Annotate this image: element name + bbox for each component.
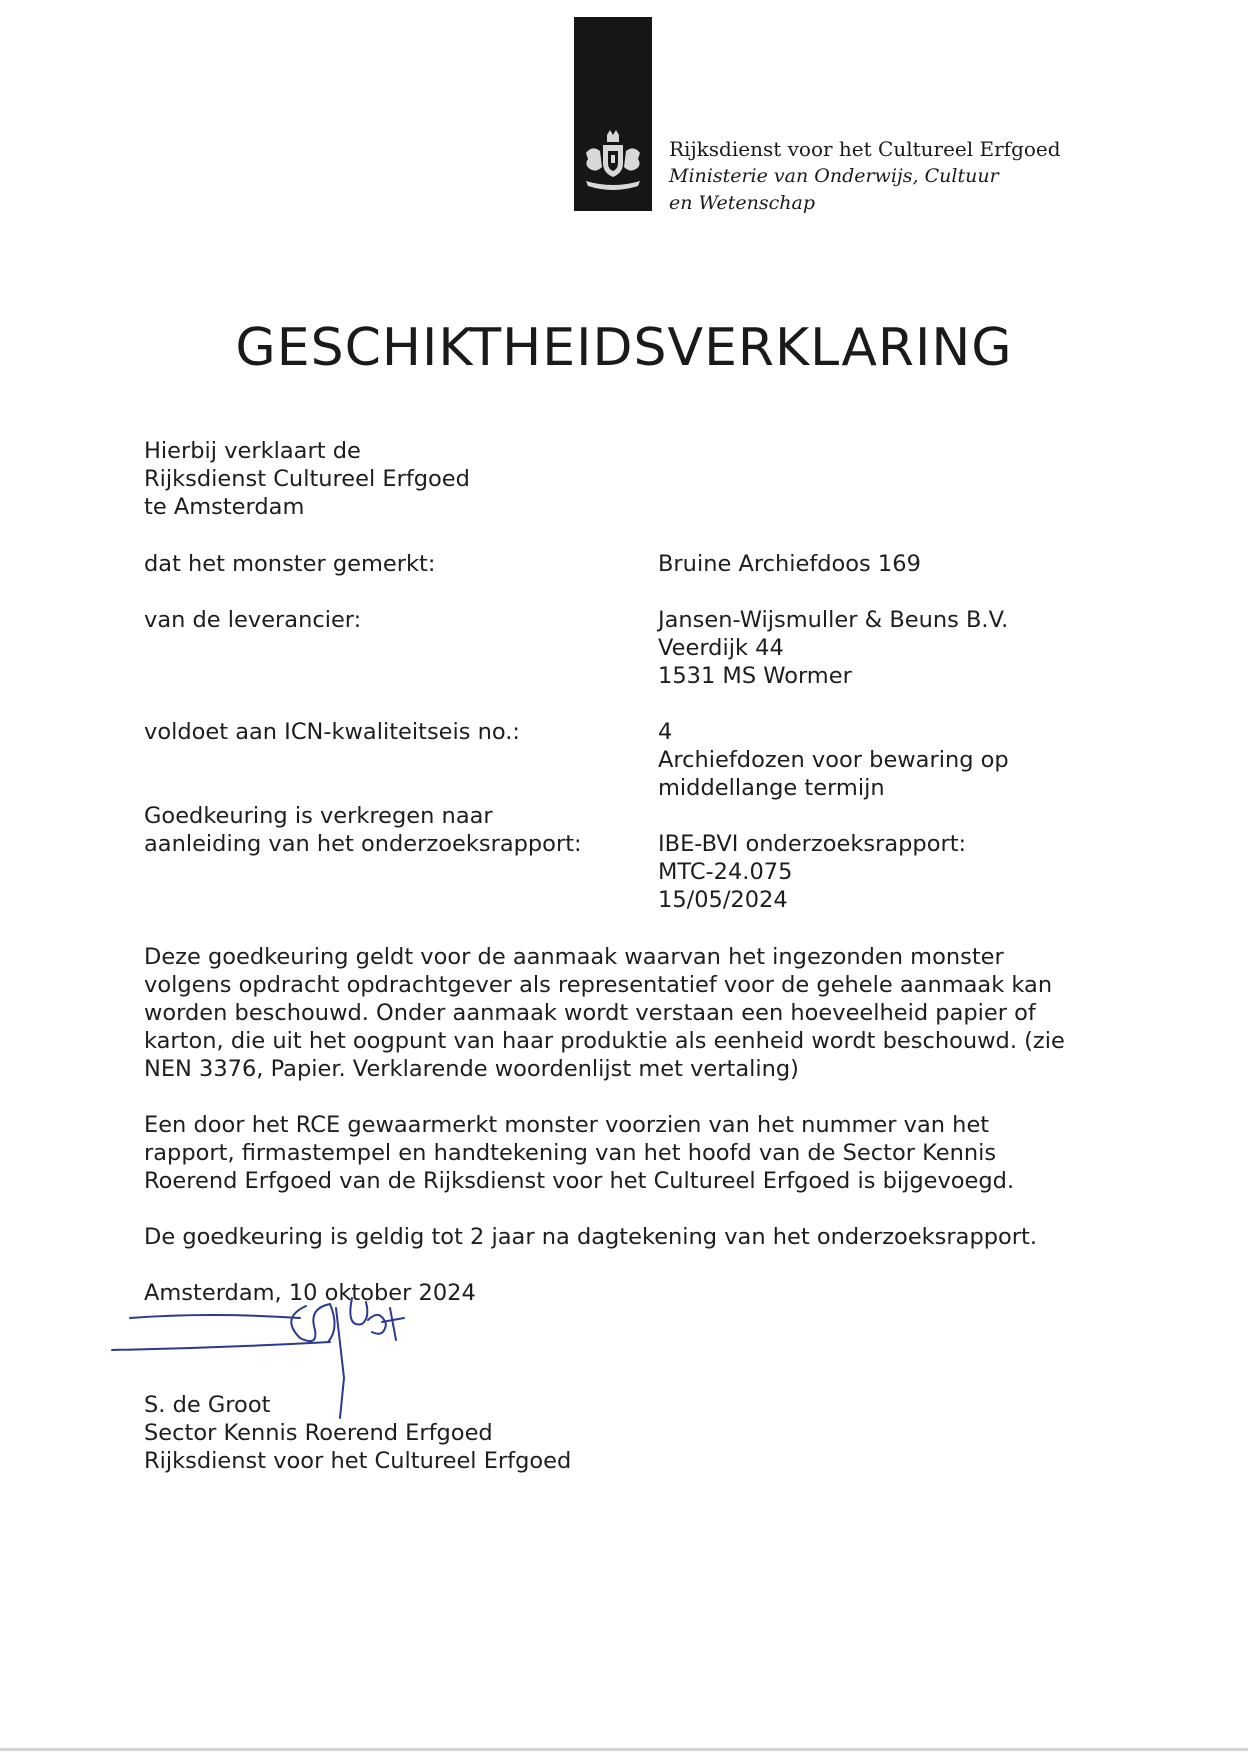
- supplier-city: 1531 MS Wormer: [658, 663, 852, 689]
- signer-organisation: Rijksdienst voor het Cultureel Erfgoed: [144, 1448, 572, 1474]
- signer-name: S. de Groot: [144, 1392, 271, 1418]
- supplier-street: Veerdijk 44: [658, 635, 784, 661]
- ministry-name: Ministerie van Onderwijs, Cultuur en Wetenschap: [669, 165, 999, 214]
- royal-coat-of-arms-icon: [578, 129, 648, 199]
- supplier-name: Jansen-Wijsmuller & Beuns B.V.: [658, 607, 1009, 633]
- place-date: Amsterdam, 10 oktober 2024: [144, 1280, 476, 1306]
- sample-value: Bruine Archiefdoos 169: [658, 551, 921, 577]
- paragraph-line: worden beschouwd. Onder aanmaak wordt verstaan een hoeveelheid papier of: [144, 1000, 1036, 1026]
- bottom-divider: [0, 1748, 1248, 1751]
- report-line-1: IBE-BVI onderzoeksrapport:: [658, 831, 967, 857]
- intro-line-1: Hierbij verklaart de: [144, 438, 361, 464]
- requirement-label: voldoet aan ICN-kwaliteitseis no.:: [144, 719, 520, 745]
- sample-label: dat het monster gemerkt:: [144, 551, 436, 577]
- document-title: GESCHIKTHEIDSVERKLARING: [235, 318, 1013, 378]
- paragraph-line: volgens opdracht opdrachtgever als representatief voor de gehele aanmaak kan: [144, 972, 1053, 998]
- intro-line-2: Rijksdienst Cultureel Erfgoed: [144, 466, 470, 492]
- logo-bar: [574, 17, 652, 211]
- signer-sector: Sector Kennis Roerend Erfgoed: [144, 1420, 493, 1446]
- paragraph-validity: [144, 1223, 1104, 1251]
- paragraph-line: rapport, firmastempel en handtekening van het hoofd van de Sector Kennis: [144, 1140, 997, 1166]
- paragraph-line: NEN 3376, Papier. Verklarende woordenlijst met vertaling): [144, 1056, 799, 1082]
- paragraph-sample: [144, 1111, 1104, 1195]
- paragraph-line: Deze goedkeuring geldt voor de aanmaak waarvan het ingezonden monster: [144, 944, 1004, 970]
- requirement-number: 4: [658, 719, 673, 745]
- intro-line-3: te Amsterdam: [144, 494, 305, 520]
- paragraph-scope: [144, 943, 1104, 1083]
- requirement-description-2: middellange termijn: [658, 775, 885, 801]
- paragraph-line: Een door het RCE gewaarmerkt monster voorzien van het nummer van het: [144, 1112, 990, 1138]
- requirement-description-1: Archiefdozen voor bewaring op: [658, 747, 1009, 773]
- report-line-2: MTC-24.075: [658, 859, 793, 885]
- approval-label-2: aanleiding van het onderzoeksrapport:: [144, 831, 582, 857]
- organisation-name: Rijksdienst voor het Cultureel Erfgoed: [669, 137, 1061, 161]
- supplier-label: van de leverancier:: [144, 607, 362, 633]
- paragraph-line: karton, die uit het oogpunt van haar produktie als eenheid wordt beschouwd. (zie: [144, 1028, 1065, 1054]
- organisation-block: [669, 136, 1061, 217]
- paragraph-line: De goedkeuring is geldig tot 2 jaar na dagtekening van het onderzoeksrapport.: [144, 1224, 1038, 1250]
- report-line-3: 15/05/2024: [658, 887, 788, 913]
- approval-label-1: Goedkeuring is verkregen naar: [144, 803, 493, 829]
- paragraph-line: Roerend Erfgoed van de Rijksdienst voor het Cultureel Erfgoed is bijgevoegd.: [144, 1168, 1015, 1194]
